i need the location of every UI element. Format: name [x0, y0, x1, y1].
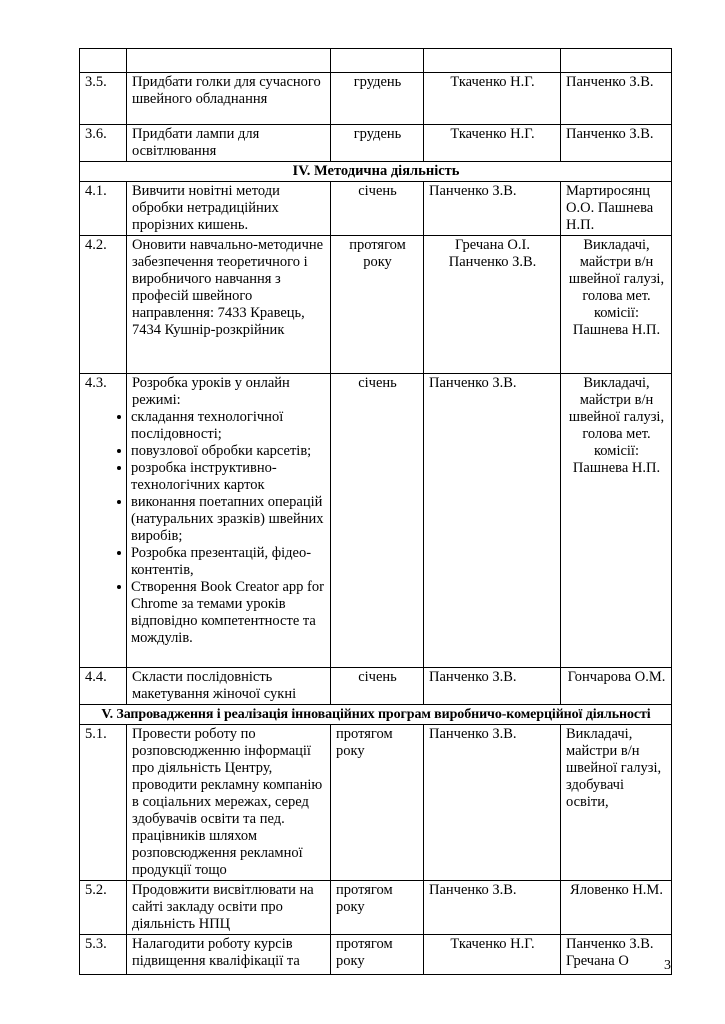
- term-cell: січень: [331, 668, 424, 705]
- bullet-icon: [117, 415, 121, 419]
- empty-cell: [424, 49, 561, 73]
- task-cell: Оновити навчально-методичне забезпечення теоретичного і виробничого навчання з професій швейного направлення: 7433 Кравець, 7434 Кушнір-розкрійник: [127, 236, 331, 374]
- control-cell: Панченко З.В. Гречана О: [561, 935, 672, 975]
- bullet-icon: [117, 500, 121, 504]
- row-number: 4.3.: [80, 374, 127, 668]
- control-cell: Гончарова О.М.: [561, 668, 672, 705]
- bullet-icon: [117, 551, 121, 555]
- table-row: [80, 49, 672, 73]
- page-number: 3: [664, 958, 671, 973]
- table-row: [80, 881, 672, 935]
- empty-cell: [331, 49, 424, 73]
- term-cell: протягом року: [331, 725, 424, 881]
- section-title: V. Запровадження і реалізація інноваційних програм виробничо-комерційної діяльності: [80, 705, 672, 725]
- responsible-cell: Ткаченко Н.Г.: [424, 935, 561, 975]
- list-item: розробка інструктивно-технологічних карток: [117, 460, 326, 494]
- empty-cell: [561, 49, 672, 73]
- list-item: виконання поетапних операцій (натуральних зразків) швейних виробів;: [117, 494, 326, 545]
- control-cell: Викладачі, майстри в/н швейної галузі, голова мет. комісії: Пашнева Н.П.: [561, 374, 672, 668]
- term-cell: січень: [331, 182, 424, 236]
- task-cell: Продовжити висвітлювати на сайті закладу освіти про діяльність НПЦ: [127, 881, 331, 935]
- control-cell: Викладачі, майстри в/н швейної галузі, здобувачі освіти,: [561, 725, 672, 881]
- task-bullet-list: [132, 409, 326, 647]
- term-cell: протягом року: [331, 935, 424, 975]
- task-cell: [127, 374, 331, 668]
- section-title: IV. Методична діяльність: [80, 162, 672, 182]
- table-row: [80, 236, 672, 374]
- task-cell: Придбати голки для сучасного швейного обладнання: [127, 73, 331, 125]
- responsible-cell: Панченко З.В.: [424, 374, 561, 668]
- responsible-cell: Ткаченко Н.Г.: [424, 73, 561, 125]
- task-cell: Придбати лампи для освітлювання: [127, 125, 331, 162]
- empty-cell: [80, 49, 127, 73]
- table-row: [80, 668, 672, 705]
- control-cell: Яловенко Н.М.: [561, 881, 672, 935]
- control-cell: Мартиросянц О.О. Пашнева Н.П.: [561, 182, 672, 236]
- list-item: повузлової обробки карсетів;: [117, 443, 326, 460]
- list-item: складання технологічної послідовності;: [117, 409, 326, 443]
- row-number: 5.3.: [80, 935, 127, 975]
- table-row: [80, 725, 672, 881]
- responsible-cell: Панченко З.В.: [424, 881, 561, 935]
- responsible-cell: Ткаченко Н.Г.: [424, 125, 561, 162]
- control-cell: Викладачі, майстри в/н швейної галузі, голова мет. комісії: Пашнева Н.П.: [561, 236, 672, 374]
- control-cell: Панченко З.В.: [561, 125, 672, 162]
- term-cell: січень: [331, 374, 424, 668]
- section-row: [80, 162, 672, 182]
- row-number: 5.1.: [80, 725, 127, 881]
- row-number: 3.5.: [80, 73, 127, 125]
- list-item: Створення Book Creator app for Chrome за темами уроків відповідно компетентносте та мождулів.: [117, 579, 326, 647]
- work-plan-table: [79, 48, 672, 975]
- task-cell: Скласти послідовність макетування жіночої сукні: [127, 668, 331, 705]
- bullet-icon: [117, 585, 121, 589]
- row-number: 4.4.: [80, 668, 127, 705]
- section-row: [80, 705, 672, 725]
- term-cell: грудень: [331, 125, 424, 162]
- table-row: [80, 73, 672, 125]
- row-number: 5.2.: [80, 881, 127, 935]
- task-cell: Вивчити новітні методи обробки нетрадиційних прорізних кишень.: [127, 182, 331, 236]
- responsible-cell: Панченко З.В.: [424, 668, 561, 705]
- term-cell: грудень: [331, 73, 424, 125]
- table-row: [80, 374, 672, 668]
- bullet-icon: [117, 466, 121, 470]
- task-cell: Налагодити роботу курсів підвищення кваліфікації та: [127, 935, 331, 975]
- responsible-cell: Панченко З.В.: [424, 182, 561, 236]
- table-row: [80, 935, 672, 975]
- responsible-cell: Гречана О.І. Панченко З.В.: [424, 236, 561, 374]
- table-row: [80, 125, 672, 162]
- row-number: 3.6.: [80, 125, 127, 162]
- term-cell: протягом року: [331, 881, 424, 935]
- control-cell: Панченко З.В.: [561, 73, 672, 125]
- row-number: 4.1.: [80, 182, 127, 236]
- empty-cell: [127, 49, 331, 73]
- row-number: 4.2.: [80, 236, 127, 374]
- responsible-cell: Панченко З.В.: [424, 725, 561, 881]
- task-cell: Провести роботу по розповсюдженню інформації про діяльність Центру, проводити рекламну компанію в соціальних мережах, серед здобувачів освіти та пед. працівників шляхом розповсюдження рекламної продукції тощо: [127, 725, 331, 881]
- task-intro: Розробка уроків у онлайн режимі:: [132, 375, 290, 408]
- list-item: Розробка презентацій, фідео-контентів,: [117, 545, 326, 579]
- table-row: [80, 182, 672, 236]
- term-cell: протягом року: [331, 236, 424, 374]
- bullet-icon: [117, 449, 121, 453]
